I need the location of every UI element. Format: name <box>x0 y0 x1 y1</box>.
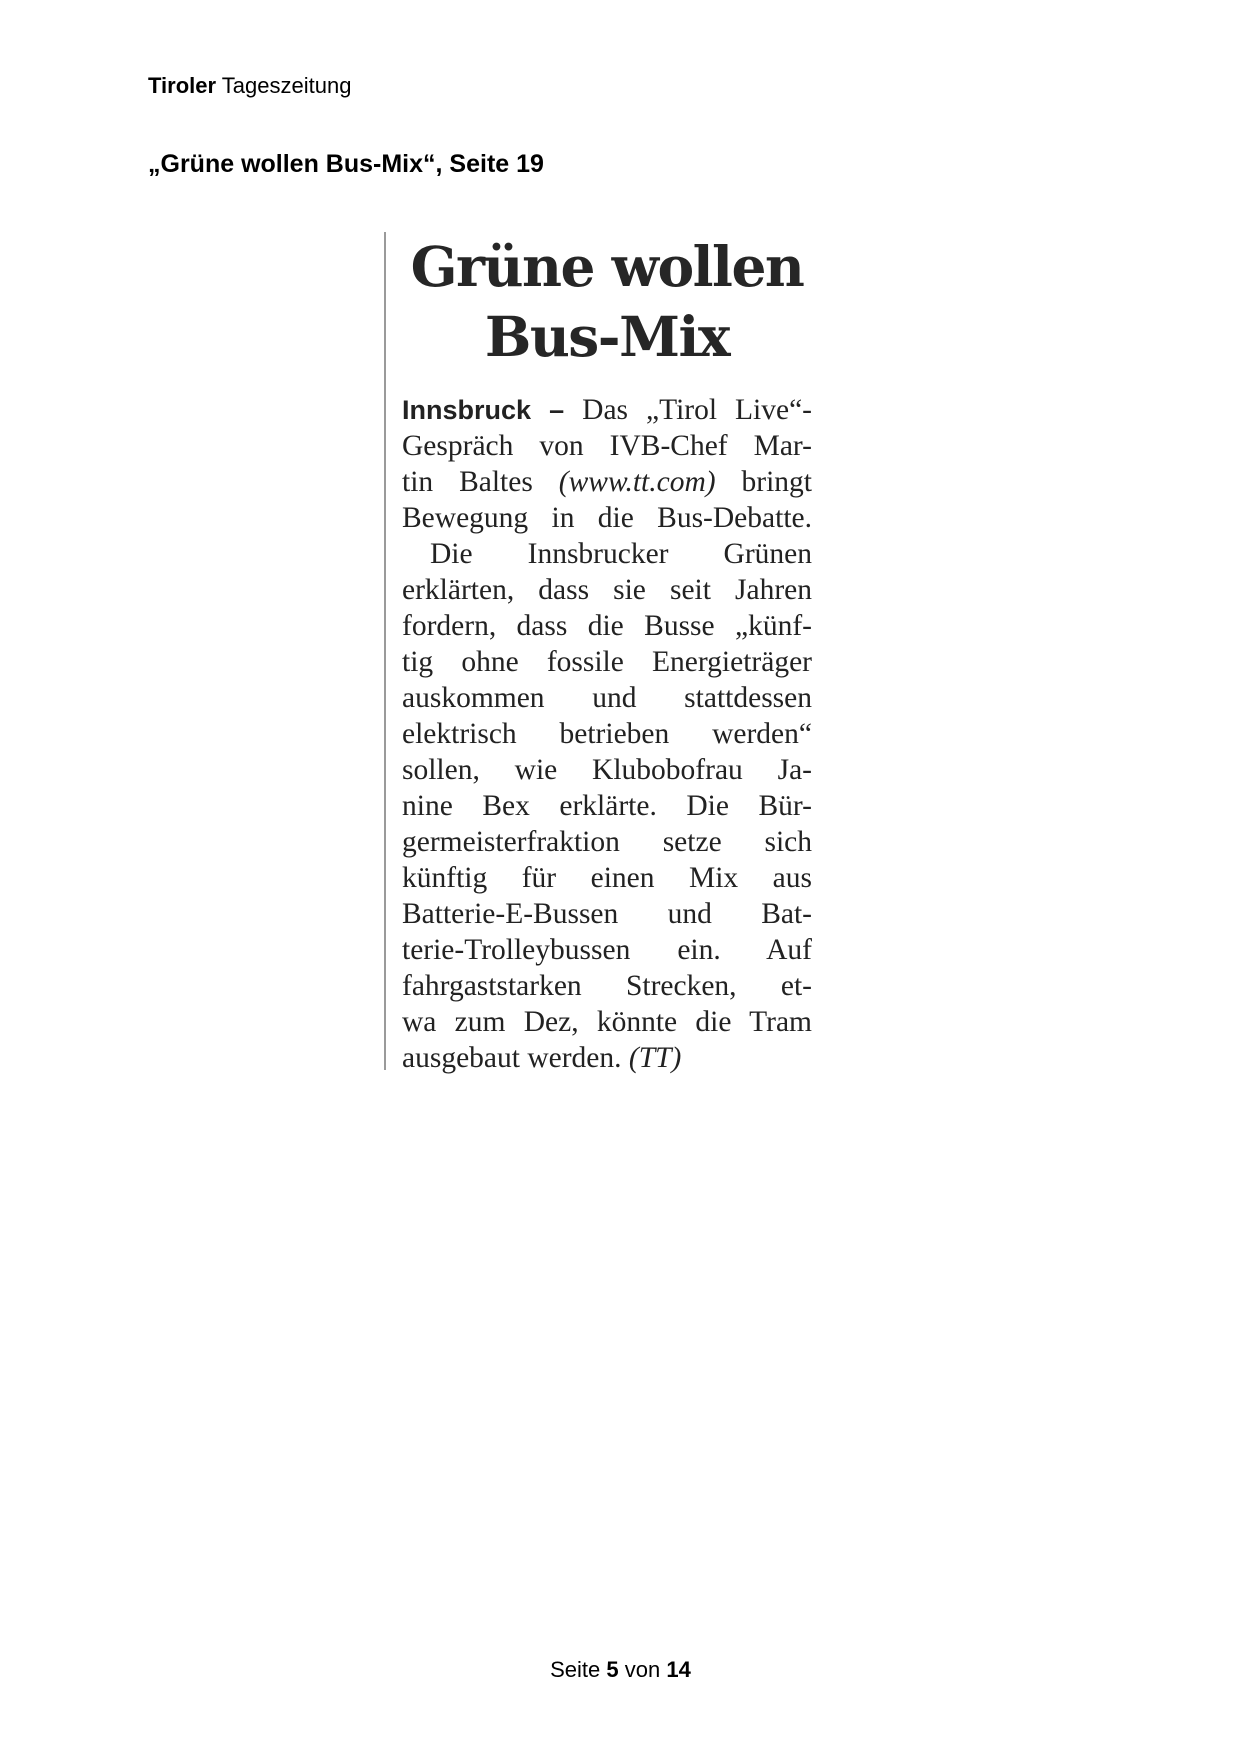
newspaper-clipping <box>384 232 814 1074</box>
body-line: sollen, wie Klubobofrau Ja- <box>402 754 812 786</box>
body-line: Bewegung in die Bus-Debatte. <box>402 502 812 534</box>
body-line: fordern, dass die Busse „künf- <box>402 610 812 642</box>
body-line: Gespräch von IVB-Chef Mar- <box>402 430 812 462</box>
dateline: Innsbruck – <box>402 395 565 425</box>
body-text-segment: Das „Tirol Live“- <box>582 394 812 426</box>
clipping-headline <box>402 232 812 372</box>
body-line: Die Innsbrucker Grünen <box>430 538 812 570</box>
page-footer <box>0 1656 1241 1684</box>
body-line: elektrisch betrieben werden“ <box>402 718 812 750</box>
footer-page-total: 14 <box>666 1657 691 1682</box>
url-text: (www.tt.com) <box>558 466 716 498</box>
footer-middle: von <box>624 1657 661 1682</box>
credit-text: (TT) <box>628 1042 682 1074</box>
body-line: terie-Trolleybussen ein. Auf <box>402 934 812 966</box>
body-line <box>402 1040 812 1076</box>
publication-name-bold: Tiroler <box>148 73 217 98</box>
body-text-segment: tin Baltes <box>402 466 533 498</box>
body-line <box>402 464 812 500</box>
body-line: wa zum Dez, könnte die Tram <box>402 1006 812 1038</box>
body-text-segment: bringt <box>741 466 812 498</box>
body-line: künftig für einen Mix aus <box>402 862 812 894</box>
article-reference: „Grüne wollen Bus-Mix“, Seite 19 <box>148 150 544 178</box>
publication-name-rest: Tageszeitung <box>221 73 352 98</box>
body-text-segment: ausgebaut werden. <box>402 1042 622 1074</box>
body-line: germeisterfraktion setze sich <box>402 826 812 858</box>
footer-page-number: 5 <box>606 1657 619 1682</box>
footer-prefix: Seite <box>550 1657 601 1682</box>
body-line: tig ohne fossile Energieträger <box>402 646 812 678</box>
body-line: Batterie-E-Bussen und Bat- <box>402 898 812 930</box>
body-line: fahrgaststarken Strecken, et- <box>402 970 812 1002</box>
body-line: erklärten, dass sie seit Jahren <box>402 574 812 606</box>
publication-header <box>148 72 351 100</box>
headline-line-1: Grüne wollen <box>410 234 804 299</box>
clipping-body <box>402 392 812 1076</box>
body-line: nine Bex erklärte. Die Bür- <box>402 790 812 822</box>
headline-line-2: Bus-Mix <box>484 304 730 369</box>
body-line: auskommen und stattdessen <box>402 682 812 714</box>
body-line <box>402 392 812 428</box>
